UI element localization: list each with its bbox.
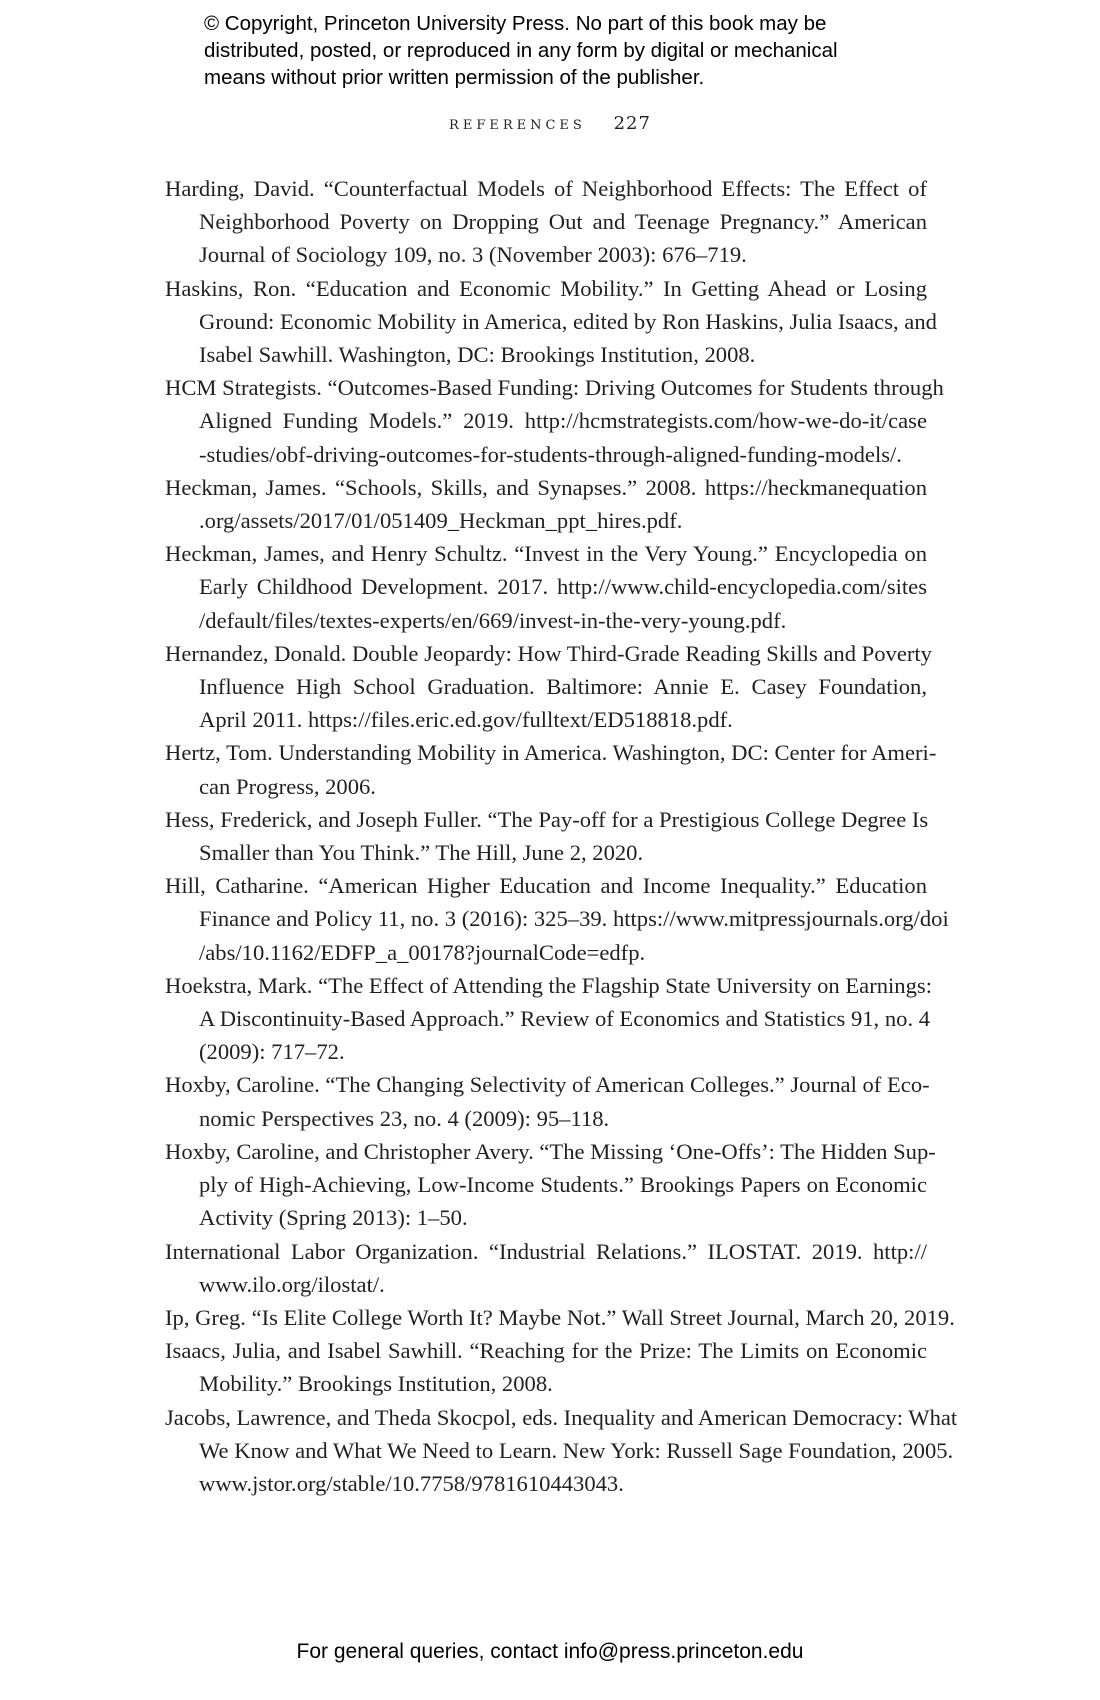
- reference-line: Hoxby, Caroline. “The Changing Selectivity of American Colleges.” Journal of Eco-: [165, 1072, 930, 1098]
- reference-line: (2009): 717–72.: [199, 1039, 345, 1065]
- reference-entry: [165, 736, 937, 802]
- reference-line: Ground: Economic Mobility in America, edited by Ron Haskins, Julia Isaacs, and: [199, 308, 937, 334]
- reference-entry: [165, 803, 927, 869]
- reference-entry: [165, 272, 937, 372]
- reference-line: Influence High School Graduation. Baltimore: Annie E. Casey Foundation,: [199, 674, 927, 700]
- reference-line: Harding, David. “Counterfactual Models of Neighborhood Effects: The Effect of: [165, 176, 927, 201]
- reference-line: Ip, Greg. “Is Elite College Worth It? Maybe Not.” Wall Street Journal, March 20, 2019.: [165, 1304, 955, 1330]
- reference-entry: [165, 869, 949, 969]
- reference-entry: [165, 969, 932, 1069]
- reference-line: Aligned Funding Models.” 2019. http://hcmstrategists.com/how-we-do-it/case: [199, 408, 927, 434]
- reference-entry: [165, 371, 944, 471]
- reference-line: Isabel Sawhill. Washington, DC: Brookings Institution, 2008.: [199, 342, 756, 368]
- reference-line: Hoxby, Caroline, and Christopher Avery. “The Missing ‘One-Offs’: The Hidden Sup-: [165, 1138, 936, 1164]
- reference-line: International Labor Organization. “Industrial Relations.” ILOSTAT. 2019. http://: [165, 1238, 927, 1264]
- reference-entry: [165, 1235, 927, 1301]
- copyright-notice: [204, 10, 924, 91]
- page-number: 227: [613, 113, 651, 134]
- reference-list: [165, 172, 958, 1500]
- copyright-line: distributed, posted, or reproduced in any form by digital or mechanical: [204, 39, 838, 62]
- reference-entry: [165, 1401, 958, 1501]
- reference-line: Early Childhood Development. 2017. http://www.child-encyclopedia.com/sites: [199, 574, 927, 600]
- reference-line: Hill, Catharine. “American Higher Education and Income Inequality.” Education: [165, 873, 927, 899]
- reference-line: Hoekstra, Mark. “The Effect of Attending the Flagship State University on Earnings:: [165, 972, 932, 998]
- reference-line: /abs/10.1162/EDFP_a_00178?journalCode=edfp.: [199, 939, 646, 965]
- reference-line: Smaller than You Think.” The Hill, June 2, 2020.: [199, 840, 644, 866]
- reference-line: Activity (Spring 2013): 1–50.: [199, 1205, 468, 1231]
- reference-line: April 2011. https://files.eric.ed.gov/fulltext/ED518818.pdf.: [199, 707, 733, 733]
- reference-entry: [165, 1334, 927, 1400]
- reference-line: www.jstor.org/stable/10.7758/9781610443043.: [199, 1470, 624, 1496]
- reference-line: Hertz, Tom. Understanding Mobility in America. Washington, DC: Center for Ameri-: [165, 740, 937, 766]
- reference-line: Heckman, James. “Schools, Skills, and Synapses.” 2008. https://heckmanequation: [165, 474, 927, 500]
- reference-line: Journal of Sociology 109, no. 3 (November 2003): 676–719.: [199, 242, 747, 268]
- reference-entry: [165, 1068, 930, 1134]
- reference-entry: [165, 1135, 936, 1235]
- reference-line: Hernandez, Donald. Double Jeopardy: How Third-Grade Reading Skills and Poverty: [165, 640, 932, 666]
- reference-line: HCM Strategists. “Outcomes-Based Funding: Driving Outcomes for Students through: [165, 375, 944, 401]
- running-head: [0, 113, 1100, 134]
- reference-line: Neighborhood Poverty on Dropping Out and Teenage Pregnancy.” American: [199, 209, 927, 235]
- reference-entry: [165, 637, 932, 737]
- reference-line: nomic Perspectives 23, no. 4 (2009): 95–118.: [199, 1105, 610, 1131]
- reference-line: /default/files/textes-experts/en/669/invest-in-the-very-young.pdf.: [199, 607, 787, 633]
- reference-line: A Discontinuity-Based Approach.” Review of Economics and Statistics 91, no. 4: [199, 1006, 931, 1032]
- running-head-label: references: [449, 113, 586, 134]
- reference-line: ply of High-Achieving, Low-Income Students.” Brookings Papers on Economic: [199, 1172, 927, 1198]
- reference-line: Hess, Frederick, and Joseph Fuller. “The Pay-off for a Prestigious College Degree Is: [165, 806, 929, 832]
- reference-line: -studies/obf-driving-outcomes-for-students-through-aligned-funding-models/.: [199, 441, 902, 467]
- copyright-line: © Copyright, Princeton University Press. No part of this book may be: [204, 12, 827, 35]
- reference-line: Heckman, James, and Henry Schultz. “Invest in the Very Young.” Encyclopedia on: [165, 541, 927, 567]
- footer-contact: For general queries, contact info@press.princeton.edu: [296, 1640, 804, 1663]
- reference-entry: [165, 537, 927, 637]
- reference-line: Jacobs, Lawrence, and Theda Skocpol, eds. Inequality and American Democracy: What: [165, 1404, 958, 1430]
- reference-entry: [165, 1301, 955, 1334]
- reference-line: Finance and Policy 11, no. 3 (2016): 325–39. https://www.mitpressjournals.org/doi: [199, 906, 949, 932]
- reference-line: can Progress, 2006.: [199, 773, 376, 799]
- reference-entry: [165, 172, 927, 272]
- reference-line: www.ilo.org/ilostat/.: [199, 1271, 385, 1297]
- copyright-line: means without prior written permission of the publisher.: [204, 66, 705, 89]
- reference-entry: [165, 471, 927, 537]
- reference-line: .org/assets/2017/01/051409_Heckman_ppt_hires.pdf.: [199, 508, 683, 534]
- reference-line: Haskins, Ron. “Education and Economic Mobility.” In Getting Ahead or Losing: [165, 275, 927, 301]
- reference-line: Isaacs, Julia, and Isabel Sawhill. “Reaching for the Prize: The Limits on Economic: [165, 1338, 927, 1364]
- reference-line: Mobility.” Brookings Institution, 2008.: [199, 1371, 553, 1397]
- reference-line: We Know and What We Need to Learn. New York: Russell Sage Foundation, 2005.: [199, 1437, 954, 1463]
